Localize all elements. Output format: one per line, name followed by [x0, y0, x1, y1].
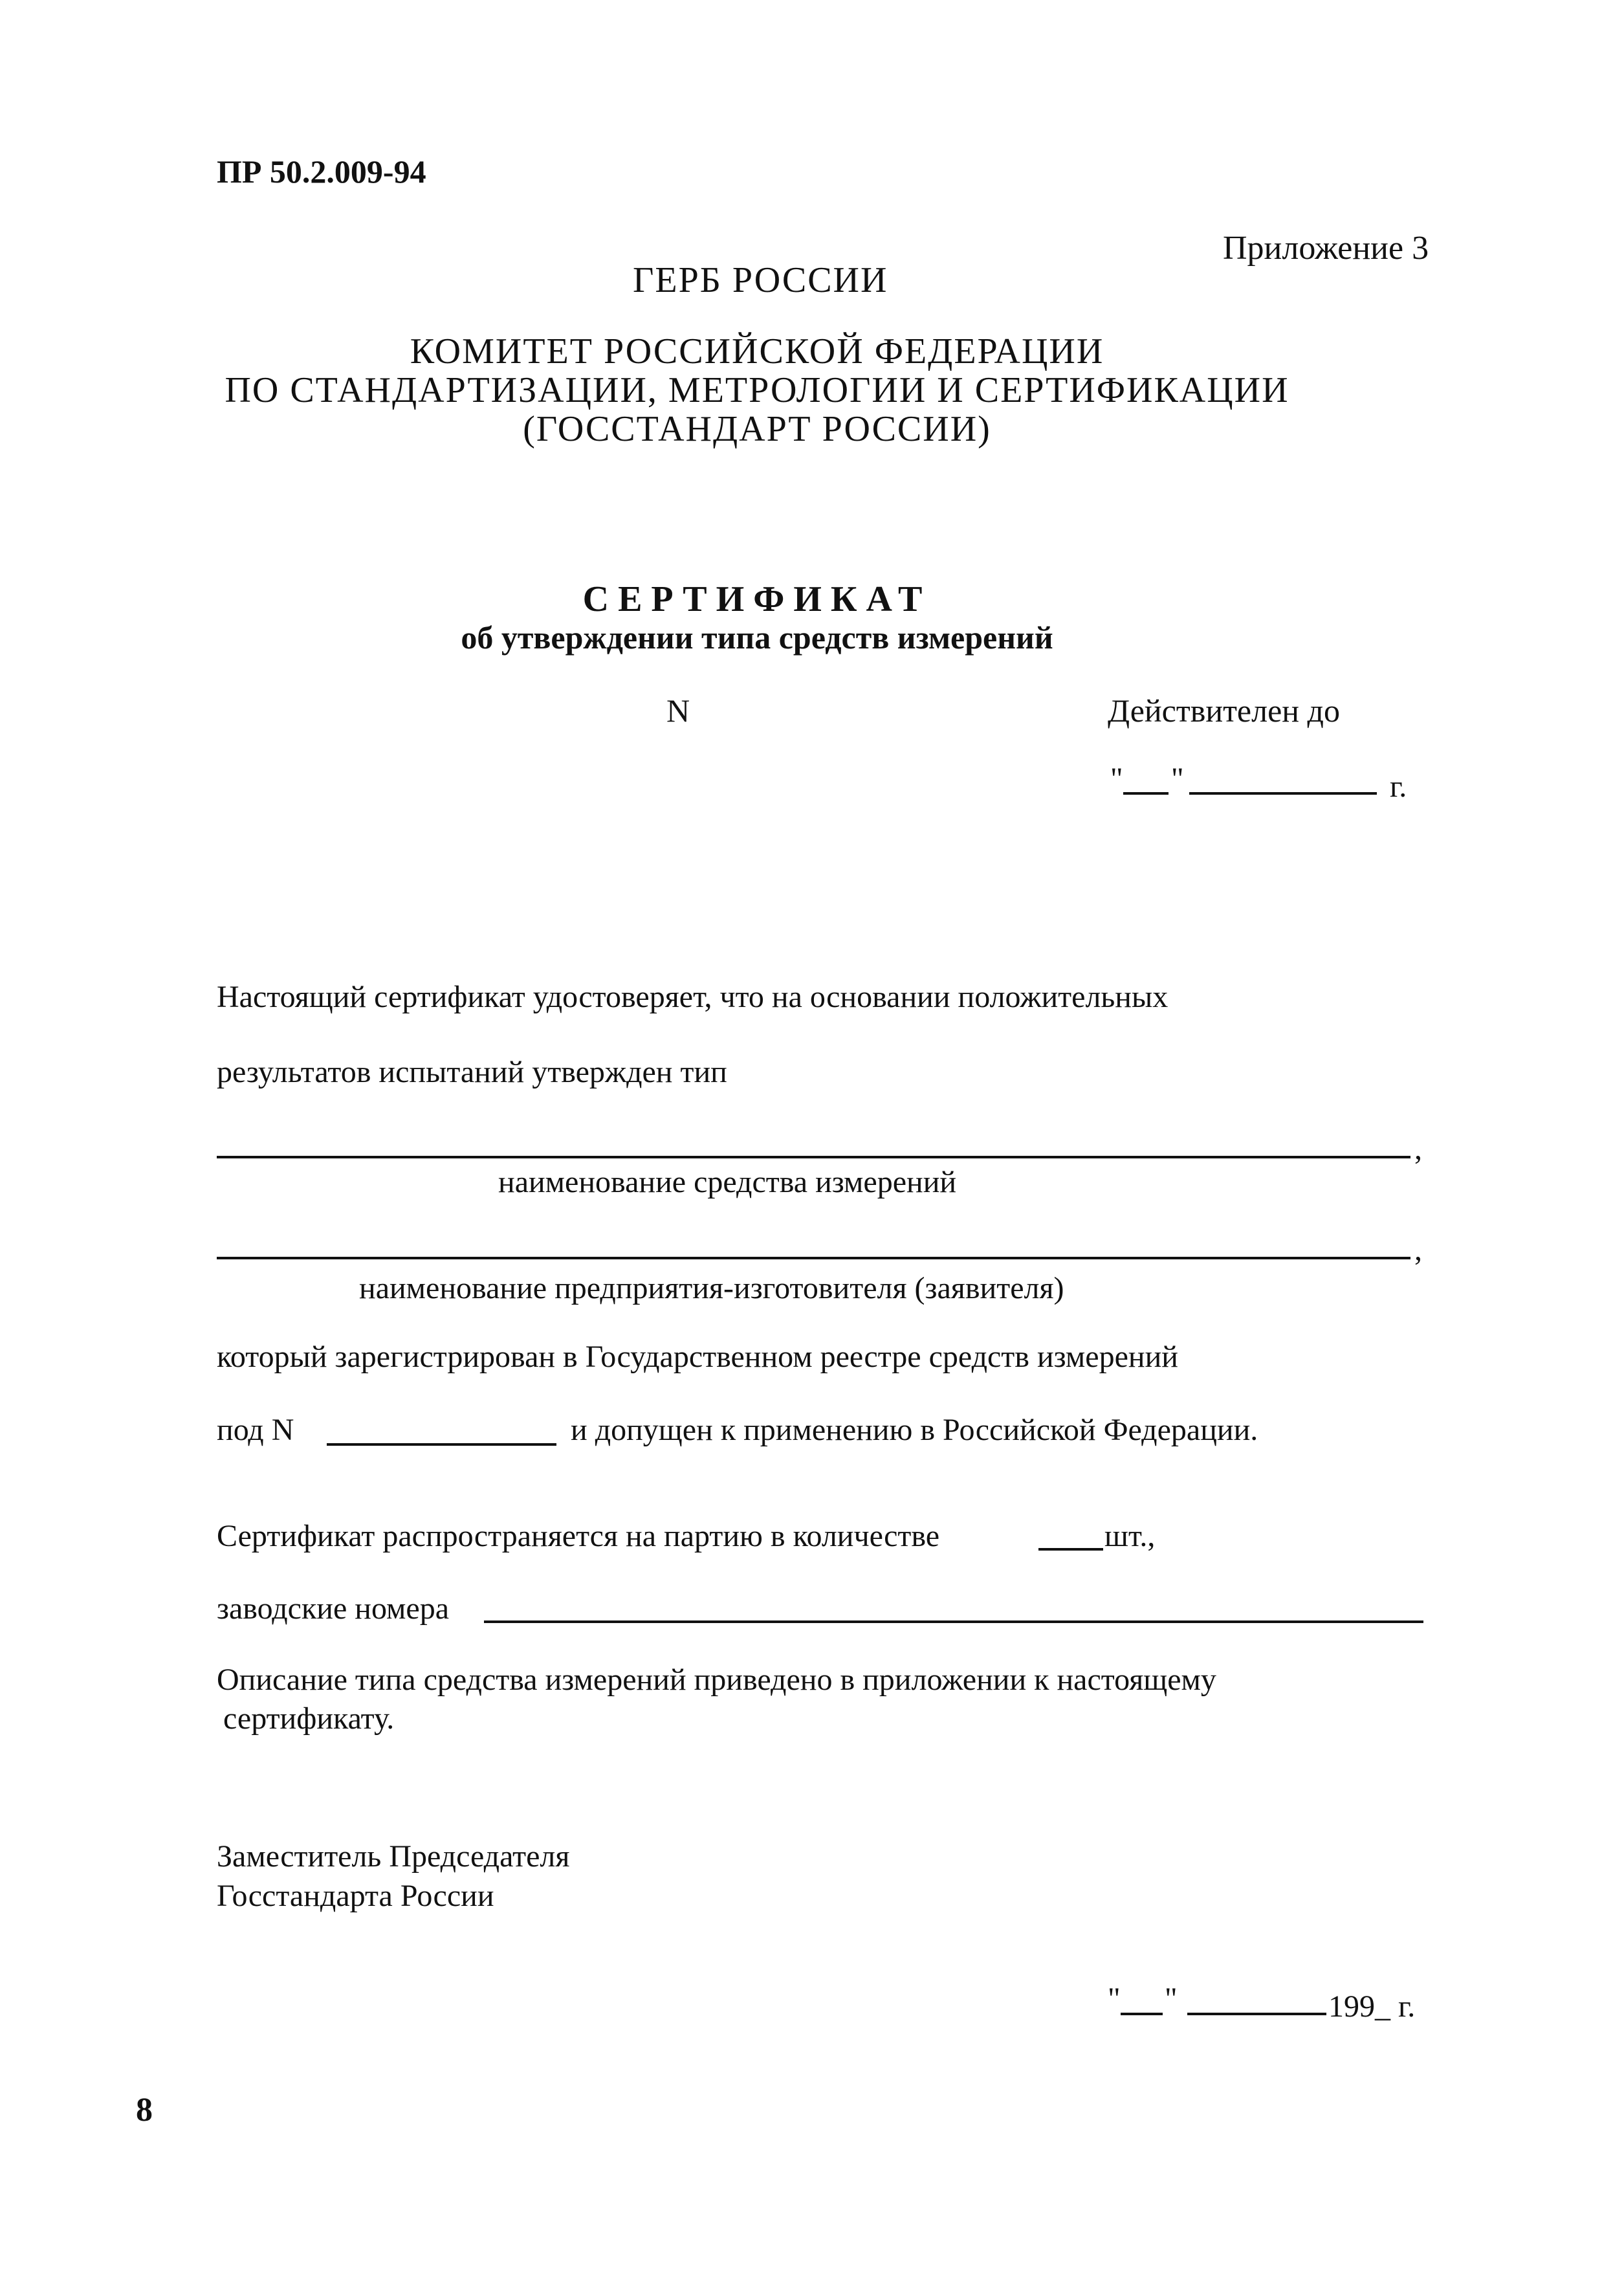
- serial-numbers-label: заводские номера: [217, 1591, 450, 1626]
- valid-until-label: Действителен до: [1108, 692, 1340, 729]
- valid-year-suffix: г.: [1390, 769, 1407, 804]
- batch-suffix: шт.,: [1104, 1519, 1156, 1553]
- committee-line-2: ПО СТАНДАРТИЗАЦИИ, МЕТРОЛОГИИ И СЕРТИФИКАЦИИ: [225, 370, 1289, 410]
- committee-line-3: (ГОССТАНДАРТ РОССИИ): [523, 409, 991, 449]
- registry-number-field[interactable]: [327, 1443, 556, 1446]
- registry-number-prefix: под N: [217, 1413, 294, 1447]
- signature-day-field[interactable]: [1121, 2013, 1163, 2015]
- emblem-caption: ГЕРБ РОССИИ: [633, 260, 888, 300]
- valid-date-open-quote: ": [1110, 762, 1123, 796]
- instrument-name-field[interactable]: [217, 1156, 1410, 1158]
- signature-month-field[interactable]: [1187, 2013, 1326, 2015]
- page-number: 8: [136, 2092, 153, 2129]
- certificate-number-label: N: [666, 692, 690, 729]
- description-line-1: Описание типа средства измерений приведено в приложении к настоящему: [217, 1663, 1216, 1697]
- serial-numbers-field[interactable]: [484, 1620, 1423, 1623]
- batch-prefix: Сертификат распространяется на партию в количестве: [217, 1519, 940, 1553]
- manufacturer-name-caption: наименование предприятия-изготовителя (заявителя): [359, 1271, 1064, 1305]
- batch-quantity-field[interactable]: [1038, 1548, 1103, 1551]
- manufacturer-name-field[interactable]: [217, 1257, 1410, 1259]
- valid-month-field[interactable]: [1189, 792, 1377, 795]
- appendix-label: Приложение 3: [1223, 230, 1429, 267]
- body-paragraph-line-1: Настоящий сертификат удостоверяет, что на основании положительных: [217, 980, 1169, 1014]
- signatory-title-line-2: Госстандарта России: [217, 1879, 494, 1913]
- valid-date-close-quote: ": [1171, 762, 1184, 796]
- signatory-title-line-1: Заместитель Председателя: [217, 1839, 570, 1874]
- registry-number-suffix: и допущен к применению в Российской Федерации.: [571, 1413, 1258, 1447]
- signature-date-open-quote: ": [1108, 1982, 1121, 2016]
- body-paragraph-line-2: результатов испытаний утвержден тип: [217, 1055, 727, 1089]
- valid-day-field[interactable]: [1123, 792, 1169, 795]
- document-code: ПР 50.2.009-94: [217, 153, 426, 190]
- signature-year: 199_ г.: [1328, 1989, 1416, 2024]
- certificate-subtitle: об утверждении типа средств измерений: [461, 619, 1053, 656]
- certificate-title: СЕРТИФИКАТ: [582, 579, 932, 619]
- description-line-2: сертификату.: [223, 1701, 395, 1736]
- committee-line-1: КОМИТЕТ РОССИЙСКОЙ ФЕДЕРАЦИИ: [410, 331, 1104, 371]
- instrument-name-comma: ,: [1414, 1132, 1422, 1166]
- registry-line: который зарегистрирован в Государственном реестре средств измерений: [217, 1340, 1178, 1374]
- manufacturer-name-comma: ,: [1414, 1233, 1422, 1267]
- signature-date-close-quote: ": [1165, 1982, 1178, 2016]
- instrument-name-caption: наименование средства измерений: [498, 1165, 957, 1199]
